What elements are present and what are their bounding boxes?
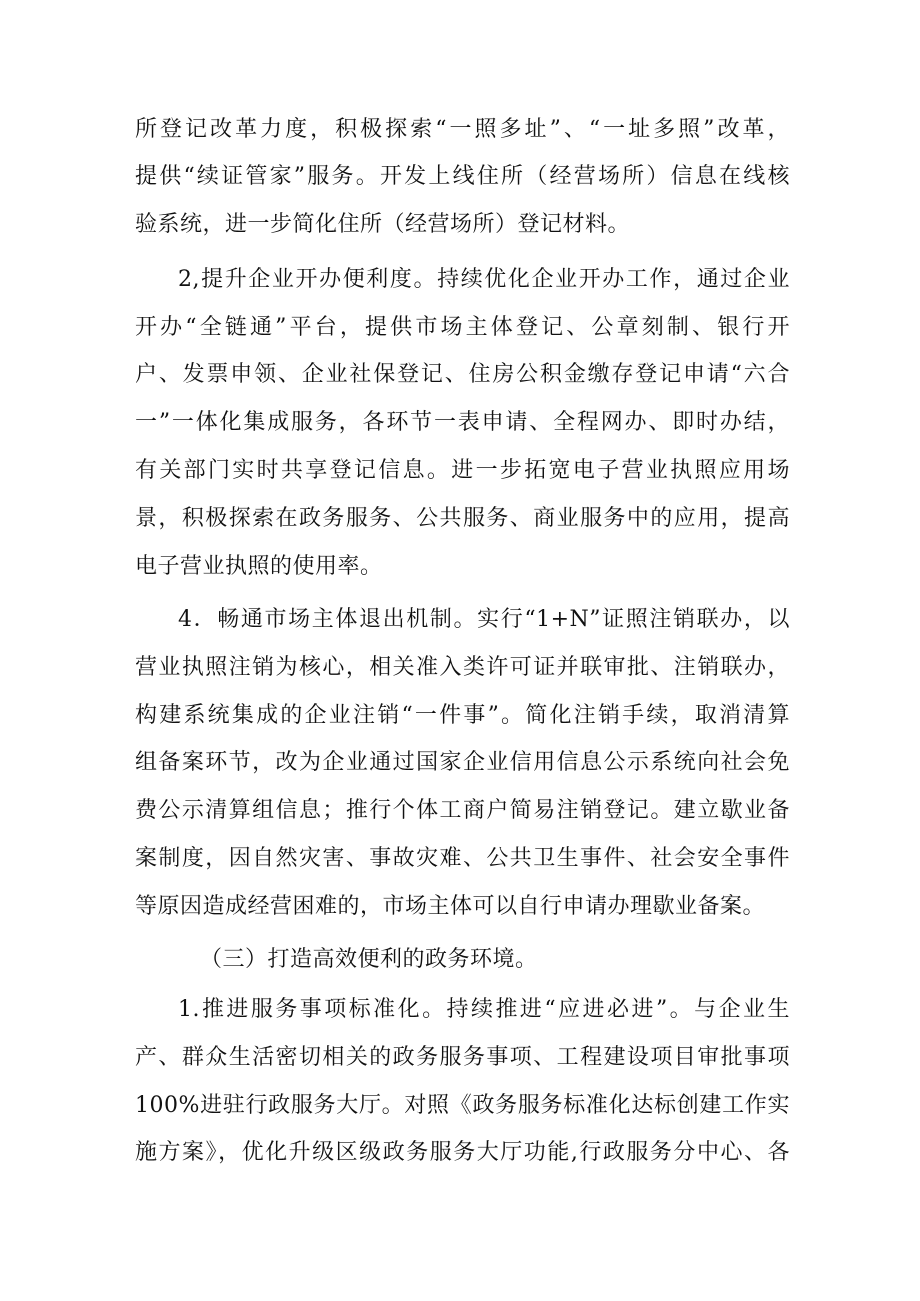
text-line: 施方案》，优化升级区级政务服务大厅功能,行政服务分中心、各 — [135, 1140, 790, 1165]
text-line: 户、发票申领、企业社保登记、住房公积金缴存登记申请“六合 — [135, 362, 790, 387]
text-line: 组备案环节，改为企业通过国家企业信用信息公示系统向社会免 — [135, 750, 790, 775]
text-line: 费公示清算组信息；推行个体工商户简易注销登记。建立歇业备 — [135, 798, 790, 823]
paragraph-first-line: 1.推进服务事项标准化。持续推进“应进必进”。与企业生 — [178, 997, 790, 1022]
text-line: 电子营业执照的使用率。 — [135, 554, 383, 579]
text-line: 营业执照注销为核心，相关准入类许可证并联审批、注销联办， — [135, 655, 790, 680]
text-line: 100%进驻行政服务大厅。对照《政务服务标准化达标创建工作实 — [135, 1093, 790, 1118]
text-line: 验系统，进一步简化住所（经营场所）登记材料。 — [135, 212, 631, 237]
text-line: 一”一体化集成服务，各环节一表申请、全程网办、即时办结， — [135, 410, 790, 435]
paragraph-first-line: 4．畅通市场主体退出机制。实行“1+N”证照注销联办，以 — [178, 607, 790, 632]
text-line: 所登记改革力度，积极探索“一照多址”、“一址多照”改革， — [135, 117, 790, 142]
text-line: 案制度，因自然灾害、事故灾难、公共卫生事件、社会安全事件 — [135, 846, 790, 871]
paragraph-first-line: 2,提升企业开办便利度。持续优化企业开办工作，通过企业 — [178, 267, 790, 292]
section-heading: （三）打造高效便利的政务环境。 — [200, 947, 538, 972]
text-line: 开办“全链通”平台，提供市场主体登记、公章刻制、银行开 — [135, 315, 790, 340]
text-line: 产、群众生活密切相关的政务服务事项、工程建设项目审批事项 — [135, 1045, 790, 1070]
text-line: 提供“续证管家”服务。开发上线住所（经营场所）信息在线核 — [135, 164, 790, 189]
text-line: 构建系统集成的企业注销“一件事”。简化注销手续，取消清算 — [135, 703, 790, 728]
text-line: 等原因造成经营困难的，市场主体可以自行申请办理歇业备案。 — [135, 894, 766, 919]
text-line: 景，积极探索在政务服务、公共服务、商业服务中的应用，提高 — [135, 506, 790, 531]
text-line: 有关部门实时共享登记信息。进一步拓宽电子营业执照应用场 — [135, 458, 790, 483]
